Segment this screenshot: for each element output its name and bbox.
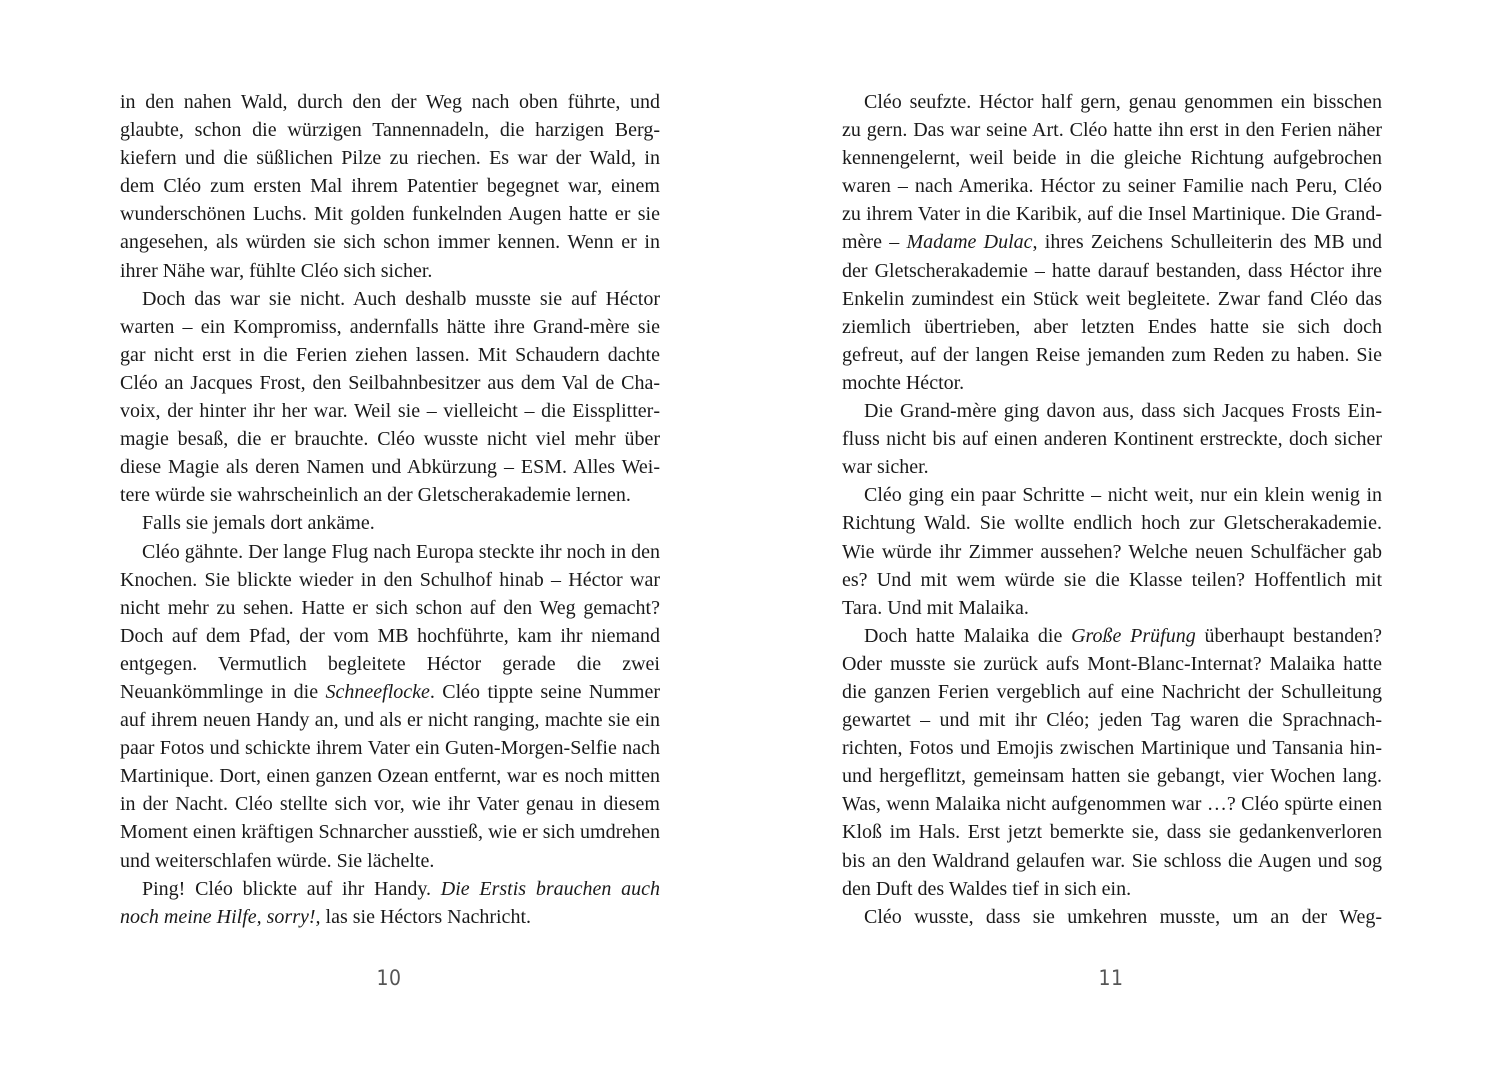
right-page xyxy=(842,88,1382,931)
paragraph-text: , ihres Zeichens Schulleiterin des MB und der Gletscherakademie – hatte darauf bestanden, dass Héctor ihre Enkelin zumindest ein Stück weit begleitete. Zwar fand Cléo das ziemlich übertrieben, aber letzten Endes hatte sie sich doch gefreut, auf der langen Reise jemanden zum Reden zu haben. Sie mochte Héctor. xyxy=(842,231,1382,394)
paragraph: Die Grand-mère ging davon aus, dass sich Jacques Frosts Einfluss nicht bis auf einen anderen Kontinent erstreckte, doch sicher war sicher. xyxy=(842,400,1382,479)
paragraph-text: las sie Héctors Nachricht. xyxy=(320,905,531,928)
italic-title: Große Prüfung xyxy=(1071,624,1196,647)
italic-name: Madame Dulac xyxy=(906,231,1033,254)
paragraph-text: Ping! Cléo blickte auf ihr Handy. xyxy=(142,877,441,900)
paragraph-text: Cléo gähnte. Der lange Flug nach Europa steckte ihr noch in den Knochen. Sie blickte wieder in den Schulhof hinab – Héctor war nicht mehr zu sehen. Hatte er sich schon auf den Weg gemacht? Doch auf dem Pfad, der vom MB hochführte, kam ihr niemand entgegen. Vermutlich begleitete Héctor gerade die zwei Neuankömmlinge in die xyxy=(120,540,660,703)
paragraph: Cléo wusste, dass sie umkehren musste, um an der Weg- xyxy=(864,905,1382,928)
left-page xyxy=(120,88,660,931)
paragraph-text: Cléo seufzte. Héctor half gern, genau genommen ein bisschen zu gern. Das war seine Art. Cléo hatte ihn erst in den Ferien näher kennengelernt, weil beide in die gleiche Richtung aufgebrochen waren – nach Amerika. Héctor zu seiner Familie nach Peru, Cléo zu ihrem Vater in die Karibik, auf die Insel Martinique. Die Grand-mère – xyxy=(842,91,1382,254)
paragraph-text: . Cléo tippte seine Nummer auf ihrem neuen Handy an, und als er nicht ranging, machte sie ein paar Fotos und schickte ihrem Vater ein Guten-Morgen-Selfie nach Martinique. Dort, einen ganzen Ozean entfernt, war es noch mitten in der Nacht. Cléo stellte sich vor, wie ihr Vater genau in diesem Moment einen kräftigen Schnarcher ausstieß, wie er sich umdrehen und weiterschlafen würde. Sie lächelte. xyxy=(120,680,660,872)
paragraph: Doch das war sie nicht. Auch deshalb musste sie auf Héctor warten – ein Kompromiss, andernfalls hätte ihre Grand-mère sie gar nicht erst in die Ferien ziehen lassen. Mit Schaudern dachte Cléo an Jacques Frost, den Seilbahnbesitzer aus dem Val de Chavoix, der hinter ihr her war. Weil sie – vielleicht – die Eissplittermagie besaß, die er brauchte. Cléo wusste nicht viel mehr über diese Magie als deren Namen und Abkürzung – ESM. Alles Weitere würde sie wahrscheinlich an der Gletscherakademie lernen. xyxy=(120,287,660,507)
paragraph-text: überhaupt bestanden? Oder musste sie zurück aufs Mont-Blanc-Internat? Malaika hatte die ganzen Ferien vergeblich auf eine Nachricht der Schulleitung gewartet – und mit ihr Cléo; jeden Tag waren die Sprachnachrichten, Fotos und Emojis zwischen Martinique und Tansania hin- und hergeflitzt, gemeinsam hatten sie gebangt, vier Wochen lang. Was, wenn Malaika nicht aufgenommen war …? Cléo spürte einen Kloß im Hals. Erst jetzt bemerkte sie, dass sie gedankenverloren bis an den Waldrand gelaufen war. Sie schloss die Augen und sog den Duft des Waldes tief in sich ein. xyxy=(842,624,1382,900)
right-page-text xyxy=(842,88,1382,931)
paragraph xyxy=(842,622,1382,903)
paragraph: Cléo ging ein paar Schritte – nicht weit, nur ein klein wenig in Richtung Wald. Sie wollte endlich hoch zur Gletscherakademie. Wie würde ihr Zimmer aussehen? Welche neuen Schulfächer gab es? Und mit wem würde sie die Klasse teilen? Hoffentlich mit Tara. Und mit Malaika. xyxy=(842,484,1382,619)
paragraph-text: Doch hatte Malaika die xyxy=(864,624,1072,647)
left-page-text xyxy=(120,88,660,931)
paragraph: in den nahen Wald, durch den der Weg nach oben führte, und glaubte, schon die würzigen Tannennadeln, die harzigen Bergkiefern und die süßlichen Pilze zu riechen. Es war der Wald, in dem Cléo zum ersten Mal ihrem Patentier begegnet war, einem wunderschönen Luchs. Mit golden funkelnden Augen hatte er sie angesehen, als würden sie sich schon immer kennen. Wenn er in ihrer Nähe war, fühlte Cléo sich sicher. xyxy=(120,91,660,282)
paragraph xyxy=(120,875,660,931)
page-number-right: 11 xyxy=(1098,966,1124,990)
italic-title: Schneeflocke xyxy=(325,680,430,703)
italic-message: Die Erstis brauchen auch noch meine Hilfe, sorry!, xyxy=(120,877,660,928)
page-number-left: 10 xyxy=(376,966,402,990)
paragraph: Falls sie jemals dort ankäme. xyxy=(142,512,375,535)
paragraph xyxy=(842,88,1382,397)
paragraph xyxy=(120,538,660,875)
